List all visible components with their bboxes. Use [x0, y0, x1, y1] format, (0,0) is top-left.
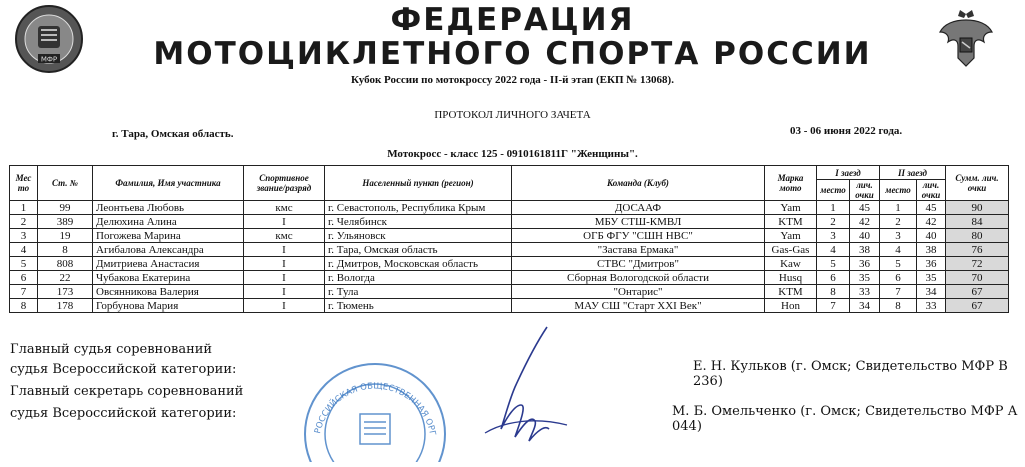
rank-cell: I — [244, 271, 325, 285]
header-race2-points: лич. очки — [917, 180, 946, 201]
race1-place-cell: 4 — [817, 243, 850, 257]
brand-cell: KTM — [765, 215, 817, 229]
team-cell: "Онтарис" — [512, 285, 765, 299]
race1-points-cell: 34 — [850, 299, 880, 313]
name-cell: Леонтьева Любовь — [93, 201, 244, 215]
table-row — [10, 299, 1009, 313]
name-cell: Овсянникова Валерия — [93, 285, 244, 299]
start-no-cell: 19 — [38, 229, 93, 243]
total-points-cell: 80 — [946, 229, 1009, 243]
total-points-cell: 70 — [946, 271, 1009, 285]
event-location: г. Тара, Омская область. — [112, 128, 234, 140]
brand-cell: Yam — [765, 201, 817, 215]
brand-cell: Husq — [765, 271, 817, 285]
start-no-cell: 178 — [38, 299, 93, 313]
rank-cell: I — [244, 285, 325, 299]
place-cell: 3 — [10, 229, 38, 243]
place-cell: 2 — [10, 215, 38, 229]
race2-place-cell: 7 — [880, 285, 917, 299]
city-cell: г. Челябинск — [325, 215, 512, 229]
table-row — [10, 229, 1009, 243]
team-cell: ДОСААФ — [512, 201, 765, 215]
race2-points-cell: 36 — [917, 257, 946, 271]
city-cell: г. Тюмень — [325, 299, 512, 313]
place-cell: 1 — [10, 201, 38, 215]
race2-points-cell: 38 — [917, 243, 946, 257]
name-cell: Дмитриева Анастасия — [93, 257, 244, 271]
name-cell: Погожева Марина — [93, 229, 244, 243]
table-row — [10, 215, 1009, 229]
judge-name: Е. Н. Кульков (г. Омск; Свидетельство МФР В 236) — [693, 359, 1008, 389]
table-row — [10, 271, 1009, 285]
start-no-cell: 99 — [38, 201, 93, 215]
team-cell: ОГБ ФГУ "СШН НВС" — [512, 229, 765, 243]
table-row — [10, 285, 1009, 299]
race2-place-cell: 1 — [880, 201, 917, 215]
race2-place-cell: 2 — [880, 215, 917, 229]
race2-points-cell: 35 — [917, 271, 946, 285]
event-dates: 03 - 06 июня 2022 года. — [790, 125, 903, 137]
start-no-cell: 8 — [38, 243, 93, 257]
place-cell: 6 — [10, 271, 38, 285]
total-points-cell: 84 — [946, 215, 1009, 229]
race2-place-cell: 8 — [880, 299, 917, 313]
rank-cell: I — [244, 299, 325, 313]
brand-cell: Kaw — [765, 257, 817, 271]
race1-place-cell: 5 — [817, 257, 850, 271]
team-cell: СТВС "Дмитров" — [512, 257, 765, 271]
race1-place-cell: 1 — [817, 201, 850, 215]
city-cell: г. Вологда — [325, 271, 512, 285]
signature — [475, 325, 575, 453]
federation-title-line2: МОТОЦИКЛЕТНОГО СПОРТА РОССИИ — [153, 36, 872, 72]
race1-points-cell: 33 — [850, 285, 880, 299]
header-race1-place: место — [817, 180, 850, 201]
team-cell: МБУ СТШ-КМВЛ — [512, 215, 765, 229]
class-line: Мотокросс - класс 125 - 0910161811Г "Женщины". — [387, 148, 638, 160]
start-no-cell: 22 — [38, 271, 93, 285]
brand-cell: KTM — [765, 285, 817, 299]
table-row — [10, 243, 1009, 257]
rank-cell: I — [244, 257, 325, 271]
race2-points-cell: 45 — [917, 201, 946, 215]
city-cell: г. Дмитров, Московская область — [325, 257, 512, 271]
city-cell: г. Ульяновск — [325, 229, 512, 243]
secretary-name: М. Б. Омельченко (г. Омск; Свидетельство МФР А 044) — [672, 404, 1018, 434]
total-points-cell: 67 — [946, 285, 1009, 299]
protocol-title: ПРОТОКОЛ ЛИЧНОГО ЗАЧЕТА — [434, 109, 591, 121]
table-row — [10, 201, 1009, 215]
race1-place-cell: 7 — [817, 299, 850, 313]
team-cell: МАУ СШ "Старт XXI Век" — [512, 299, 765, 313]
race1-points-cell: 40 — [850, 229, 880, 243]
team-cell: "Застава Ермака" — [512, 243, 765, 257]
city-cell: г. Тара, Омская область — [325, 243, 512, 257]
header-race1: I заезд — [817, 166, 880, 180]
place-cell: 4 — [10, 243, 38, 257]
place-cell: 5 — [10, 257, 38, 271]
total-points-cell: 67 — [946, 299, 1009, 313]
rank-cell: I — [244, 215, 325, 229]
header-name: Фамилия, Имя участника — [93, 166, 244, 201]
race2-points-cell: 34 — [917, 285, 946, 299]
place-cell: 7 — [10, 285, 38, 299]
race1-points-cell: 45 — [850, 201, 880, 215]
organization-stamp — [300, 352, 450, 462]
race2-points-cell: 33 — [917, 299, 946, 313]
name-cell: Делюхина Алина — [93, 215, 244, 229]
rank-cell: I — [244, 243, 325, 257]
svg-text:МФР: МФР — [40, 55, 58, 64]
team-cell: Сборная Вологодской области — [512, 271, 765, 285]
race2-points-cell: 42 — [917, 215, 946, 229]
total-points-cell: 90 — [946, 201, 1009, 215]
race1-place-cell: 2 — [817, 215, 850, 229]
race1-points-cell: 42 — [850, 215, 880, 229]
header-race2-place: место — [880, 180, 917, 201]
total-points-cell: 72 — [946, 257, 1009, 271]
header-start-no: Ст. № — [38, 166, 93, 201]
header-team: Команда (Клуб) — [512, 166, 765, 201]
start-no-cell: 389 — [38, 215, 93, 229]
name-cell: Чубакова Екатерина — [93, 271, 244, 285]
place-cell: 8 — [10, 299, 38, 313]
judge-title-line1: Главный судья соревнований — [10, 342, 213, 357]
header-place: Мес то — [10, 166, 38, 201]
race1-place-cell: 3 — [817, 229, 850, 243]
svg-text:РОССИЙСКАЯ ОБЩЕСТВЕННАЯ ОРГАНИ: РОССИЙСКАЯ ОБЩЕСТВЕННАЯ ОРГ — [313, 381, 438, 437]
race1-points-cell: 35 — [850, 271, 880, 285]
header-race1-points: лич. очки — [850, 180, 880, 201]
race2-place-cell: 4 — [880, 243, 917, 257]
race2-place-cell: 5 — [880, 257, 917, 271]
race1-points-cell: 38 — [850, 243, 880, 257]
city-cell: г. Тула — [325, 285, 512, 299]
table-row — [10, 257, 1009, 271]
judge-title-line2: судья Всероссийской категории: — [10, 362, 237, 377]
header-total: Сумм. лич. очки — [946, 166, 1009, 201]
event-subtitle: Кубок России по мотокроссу 2022 года - II-й этап (ЕКП № 13068). — [351, 74, 674, 86]
secretary-title-line2: судья Всероссийской категории: — [10, 406, 237, 421]
race2-place-cell: 3 — [880, 229, 917, 243]
race1-place-cell: 6 — [817, 271, 850, 285]
header-city: Населенный пункт (регион) — [325, 166, 512, 201]
header-race2: II заезд — [880, 166, 946, 180]
name-cell: Горбунова Мария — [93, 299, 244, 313]
city-cell: г. Севастополь, Республика Крым — [325, 201, 512, 215]
brand-cell: Hon — [765, 299, 817, 313]
race2-points-cell: 40 — [917, 229, 946, 243]
brand-cell: Gas-Gas — [765, 243, 817, 257]
start-no-cell: 808 — [38, 257, 93, 271]
race2-place-cell: 6 — [880, 271, 917, 285]
rank-cell: кмс — [244, 201, 325, 215]
federation-title-line1: ФЕДЕРАЦИЯ — [390, 2, 635, 38]
secretary-title-line1: Главный секретарь соревнований — [10, 384, 244, 399]
results-table — [9, 165, 1009, 313]
total-points-cell: 76 — [946, 243, 1009, 257]
name-cell: Агибалова Александра — [93, 243, 244, 257]
header-brand: Марка мото — [765, 166, 817, 201]
race1-place-cell: 8 — [817, 285, 850, 299]
rank-cell: кмс — [244, 229, 325, 243]
race1-points-cell: 36 — [850, 257, 880, 271]
header-rank: Спортивное звание/разряд — [244, 166, 325, 201]
start-no-cell: 173 — [38, 285, 93, 299]
brand-cell: Yam — [765, 229, 817, 243]
